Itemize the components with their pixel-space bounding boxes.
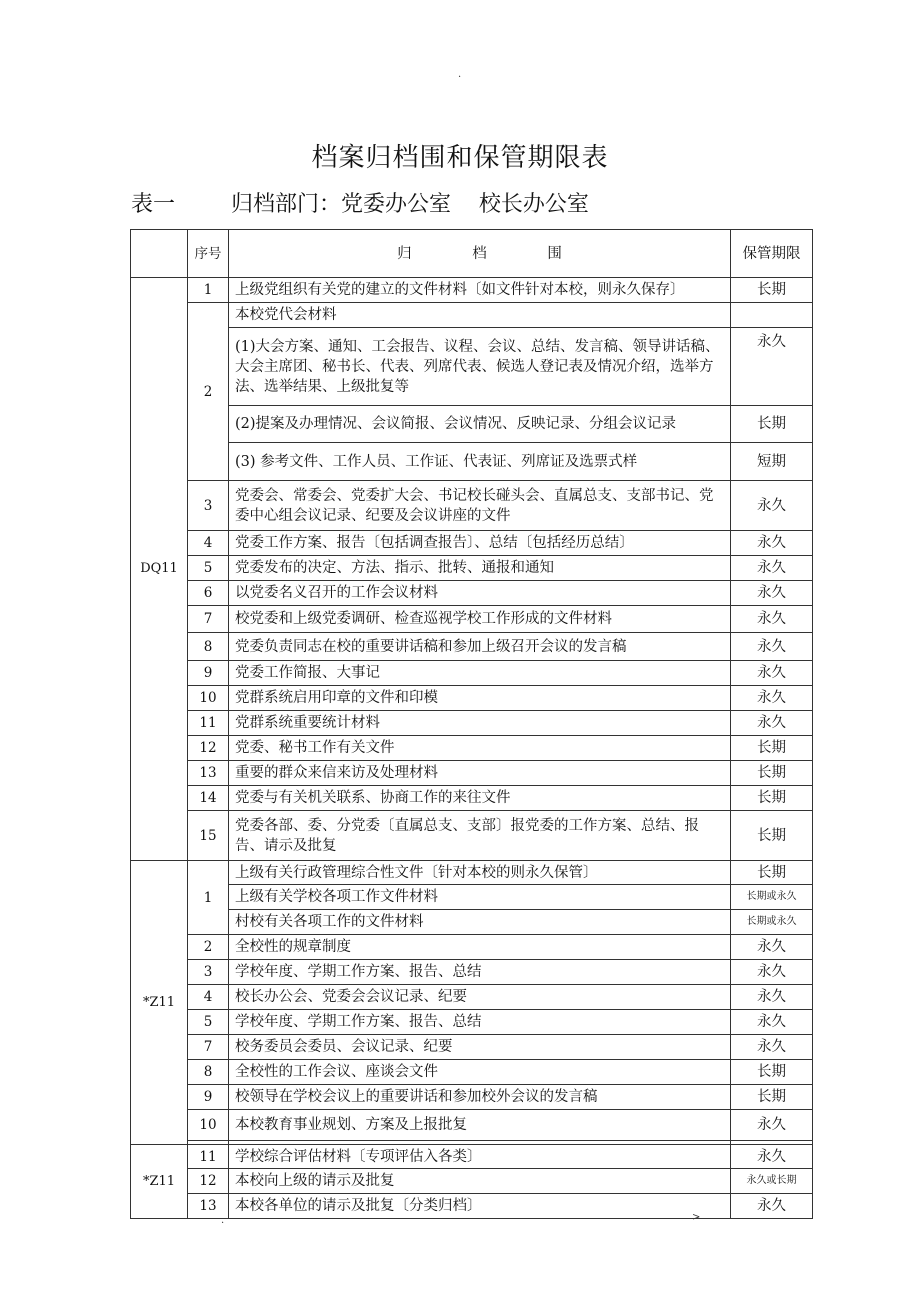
top-page-dot: .: [458, 69, 462, 80]
table-row: [131, 985, 813, 1010]
row-seq: 3: [188, 960, 229, 985]
table-row: [131, 1060, 813, 1085]
table-row: [131, 811, 813, 861]
table-row: [131, 303, 813, 328]
row-period: 长期: [731, 786, 813, 811]
table-row: [131, 1145, 813, 1169]
row-text: 本校党代会材料: [229, 303, 731, 328]
row-seq: 13: [188, 1194, 229, 1219]
bottom-page-mark: >: [692, 1212, 701, 1223]
row-text: 上级有关学校各项工作文件材料: [229, 885, 731, 910]
row-text: (3) 参考文件、工作人员、工作证、代表证、列席证及选票式样: [229, 443, 731, 481]
row-text: 党群系统重要统计材料: [229, 711, 731, 736]
header-section-cell: [131, 230, 188, 278]
row-period: 永久: [731, 935, 813, 960]
table-row: [131, 328, 813, 406]
row-text: 学校综合评估材料〔专项评估入各类〕: [229, 1145, 731, 1169]
row-period: 永久: [731, 1035, 813, 1060]
document-title: 档案归档围和保管期限表: [311, 143, 609, 173]
row-seq: 1: [188, 861, 229, 935]
row-period: 长期: [731, 861, 813, 885]
table-row: [131, 581, 813, 606]
row-period: 长期: [731, 761, 813, 786]
row-period: 永久: [731, 1110, 813, 1141]
row-seq: 12: [188, 1169, 229, 1194]
header-seq: 序号: [188, 230, 229, 278]
row-seq: 10: [188, 686, 229, 711]
row-seq: 15: [188, 811, 229, 861]
header-row: [131, 230, 813, 278]
row-seq: 8: [188, 1060, 229, 1085]
table-row: [131, 910, 813, 935]
table-row: [131, 531, 813, 556]
row-period: 长期: [731, 736, 813, 761]
row-text: 党委与有关机关联系、协商工作的来往文件: [229, 786, 731, 811]
row-text: 校务委员会委员、会议记录、纪要: [229, 1035, 731, 1060]
row-seq: 3: [188, 481, 229, 531]
table-row: [131, 1169, 813, 1194]
row-seq: 6: [188, 581, 229, 606]
row-text: 党委发布的决定、方法、指示、批转、通报和通知: [229, 556, 731, 581]
row-text: 本校向上级的请示及批复: [229, 1169, 731, 1194]
table-row: [131, 761, 813, 786]
table-row: [131, 1194, 813, 1219]
row-period: 长期: [731, 278, 813, 303]
table-row: [131, 1010, 813, 1035]
row-period: 永久: [731, 606, 813, 633]
table-row: [131, 960, 813, 985]
table-row: [131, 481, 813, 531]
row-text: 校长办公会、党委会会议记录、纪要: [229, 985, 731, 1010]
row-period: 短期: [731, 443, 813, 481]
table-row: [131, 686, 813, 711]
table-row: [131, 661, 813, 686]
row-seq: 9: [188, 1085, 229, 1110]
row-period: 永久: [731, 328, 813, 406]
row-text: 校领导在学校会议上的重要讲话和参加校外会议的发言稿: [229, 1085, 731, 1110]
table-row: [131, 1085, 813, 1110]
row-text: 全校性的规章制度: [229, 935, 731, 960]
table-row: [131, 885, 813, 910]
row-period: 永久: [731, 633, 813, 661]
table-row: [131, 1035, 813, 1060]
row-text: 全校性的工作会议、座谈会文件: [229, 1060, 731, 1085]
row-text: 党委会、常委会、党委扩大会、书记校长碰头会、直属总支、支部书记、党委中心组会议记录、纪要及会议讲座的文件: [229, 481, 731, 531]
table-row: [131, 606, 813, 633]
row-period: 永久: [731, 985, 813, 1010]
row-seq: 8: [188, 633, 229, 661]
row-text: 学校年度、学期工作方案、报告、总结: [229, 1010, 731, 1035]
table-row: [131, 278, 813, 303]
row-period: 长期: [731, 811, 813, 861]
row-period: 永久: [731, 1145, 813, 1169]
row-seq: 2: [188, 303, 229, 481]
table-row: [131, 935, 813, 960]
row-text: 党委、秘书工作有关文件: [229, 736, 731, 761]
table-row: [131, 556, 813, 581]
section-code: *Z11: [131, 861, 188, 1145]
row-period: 永久: [731, 686, 813, 711]
row-seq: 11: [188, 711, 229, 736]
header-scope-label: 归 档 围: [397, 245, 590, 262]
row-text: 村校有关各项工作的文件材料: [229, 910, 731, 935]
row-period: 永久: [731, 1194, 813, 1219]
row-seq: 7: [188, 606, 229, 633]
row-seq: 10: [188, 1110, 229, 1141]
header-period: 保管期限: [731, 230, 813, 278]
row-seq: 4: [188, 531, 229, 556]
table-row: [131, 633, 813, 661]
row-text: 党委工作简报、大事记: [229, 661, 731, 686]
row-period: 长期或永久: [731, 910, 813, 935]
row-seq: 9: [188, 661, 229, 686]
row-seq: 1: [188, 278, 229, 303]
row-seq: 2: [188, 935, 229, 960]
table-row: [131, 406, 813, 443]
row-seq: 7: [188, 1035, 229, 1060]
row-period: 永久: [731, 960, 813, 985]
section-code: DQ11: [131, 278, 188, 861]
row-seq: 12: [188, 736, 229, 761]
row-text: (1)大会方案、通知、工会报告、议程、会议、总结、发言稿、领导讲话稿、大会主席团、秘书长、代表、列席代表、候选人登记表及情况介绍，选举方法、选举结果、上级批复等: [229, 328, 731, 406]
row-text: 学校年度、学期工作方案、报告、总结: [229, 960, 731, 985]
row-text: (2)提案及办理情况、会议简报、会议情况、反映记录、分组会议记录: [229, 406, 731, 443]
row-period: 永久: [731, 531, 813, 556]
row-period: 永久: [731, 581, 813, 606]
row-period: 长期: [731, 1060, 813, 1085]
row-period: 永久: [731, 661, 813, 686]
row-text: 党群系统启用印章的文件和印模: [229, 686, 731, 711]
row-text: 本校各单位的请示及批复〔分类归档〕: [229, 1194, 731, 1219]
row-period: 长期: [731, 406, 813, 443]
row-text: 党委负责同志在校的重要讲话稿和参加上级召开会议的发言稿: [229, 633, 731, 661]
row-period: [731, 303, 813, 328]
row-text: 上级党组织有关党的建立的文件材料〔如文件针对本校，则永久保存〕: [229, 278, 731, 303]
row-text: 党委各部、委、分党委〔直属总支、支部〕报党委的工作方案、总结、报告、请示及批复: [229, 811, 731, 861]
row-period: 长期或永久: [731, 885, 813, 910]
row-period: 永久: [731, 711, 813, 736]
row-text: 上级有关行政管理综合性文件〔针对本校的则永久保管〕: [229, 861, 731, 885]
header-scope: [229, 230, 731, 278]
table-subtitle: 表一 归档部门：党委办公室 校长办公室: [131, 192, 589, 217]
row-period: 长期: [731, 1085, 813, 1110]
row-text: 重要的群众来信来访及处理材料: [229, 761, 731, 786]
row-seq: 4: [188, 985, 229, 1010]
row-text: 本校教育事业规划、方案及上报批复: [229, 1110, 731, 1141]
row-period: 永久或长期: [731, 1169, 813, 1194]
row-seq: 5: [188, 1010, 229, 1035]
bottom-page-dot: .: [221, 1215, 225, 1226]
row-text: 以党委名义召开的工作会议材料: [229, 581, 731, 606]
table-row: [131, 861, 813, 885]
row-period: 永久: [731, 1010, 813, 1035]
row-period: 永久: [731, 481, 813, 531]
table-row: [131, 786, 813, 811]
row-seq: 14: [188, 786, 229, 811]
table-row: [131, 711, 813, 736]
row-text: 党委工作方案、报告〔包括调查报告〕、总结〔包括经历总结〕: [229, 531, 731, 556]
row-seq: 5: [188, 556, 229, 581]
row-seq: 13: [188, 761, 229, 786]
table-row: [131, 1110, 813, 1141]
table-row: [131, 736, 813, 761]
row-period: 永久: [731, 556, 813, 581]
section-code: *Z11: [131, 1145, 188, 1219]
archive-retention-table: [130, 229, 813, 1219]
row-text: 校党委和上级党委调研、检查巡视学校工作形成的文件材料: [229, 606, 731, 633]
table-row: [131, 443, 813, 481]
row-seq: 11: [188, 1145, 229, 1169]
